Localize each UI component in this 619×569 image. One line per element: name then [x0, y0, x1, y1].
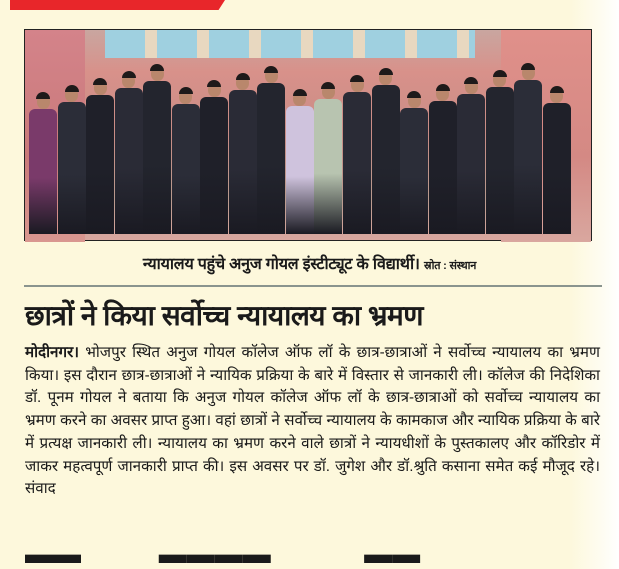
photo-caption — [0, 252, 619, 274]
person-silhouette — [514, 65, 542, 234]
article-body — [25, 342, 600, 501]
photo-credit: स्रोत : संस्थान — [424, 260, 477, 272]
person-silhouette — [314, 84, 342, 234]
person-silhouette — [229, 75, 257, 234]
person-silhouette — [486, 72, 514, 234]
person-silhouette — [343, 77, 371, 234]
divider — [24, 285, 602, 287]
person-silhouette — [400, 93, 428, 234]
person-silhouette — [29, 94, 57, 234]
person-silhouette — [115, 73, 143, 234]
person-silhouette — [86, 80, 114, 234]
section-banner — [10, 0, 225, 10]
caption-text: न्यायालय पहुंचे अनुज गोयल इंस्टीट्यूट के विद्यार्थी। — [142, 256, 420, 273]
person-silhouette — [172, 89, 200, 234]
next-article-headline-partial: ▬▬ ▬▬▬▬ ▬▬ — [25, 538, 421, 569]
person-silhouette — [58, 87, 86, 234]
person-silhouette — [372, 70, 400, 234]
dateline: मोदीनगर। — [25, 344, 79, 361]
person-silhouette — [429, 86, 457, 234]
group-of-students — [29, 46, 571, 234]
article-headline: छात्रों ने किया सर्वोच्च न्यायालय का भ्रमण — [25, 300, 424, 331]
article-text: भोजपुर स्थित अनुज गोयल कॉलेज ऑफ लॉ के छात्र-छात्राओं ने सर्वोच्च न्यायालय का भ्रमण किया। इस दौरान छात्र-छात्राओं ने न्यायिक प्रक्रिया के बारे में विस्तार से जानकारी ली। कॉलेज की निदेशिका डॉ. पूनम गोयल ने बताया कि अनुज गोयल कॉलेज ऑफ लॉ के छात्र-छात्राओं को सर्वोच्च न्यायालय का भ्रमण करने का अवसर प्राप्त हुआ। वहां छात्रों ने सर्वोच्च न्यायालय के कामकाज और न्यायिक प्रक्रिया के बारे में प्रत्यक्ष जानकारी ली। न्यायालय का भ्रमण करने वाले छात्रों ने न्यायधीशों के पुस्तकालए और कॉरिडोर में जाकर महत्वपूर्ण जानकारी प्राप्त की। इस अवसर पर डॉ. जुगेश और डॉ.श्रुति कसाना समेत कई मौजूद रहे। — [25, 344, 600, 475]
person-silhouette — [543, 88, 571, 234]
person-silhouette — [286, 91, 314, 234]
person-silhouette — [143, 66, 171, 234]
person-silhouette — [457, 79, 485, 234]
byline: संवाद — [25, 480, 56, 498]
news-photo — [24, 29, 592, 241]
person-silhouette — [200, 82, 228, 234]
person-silhouette — [257, 68, 285, 234]
